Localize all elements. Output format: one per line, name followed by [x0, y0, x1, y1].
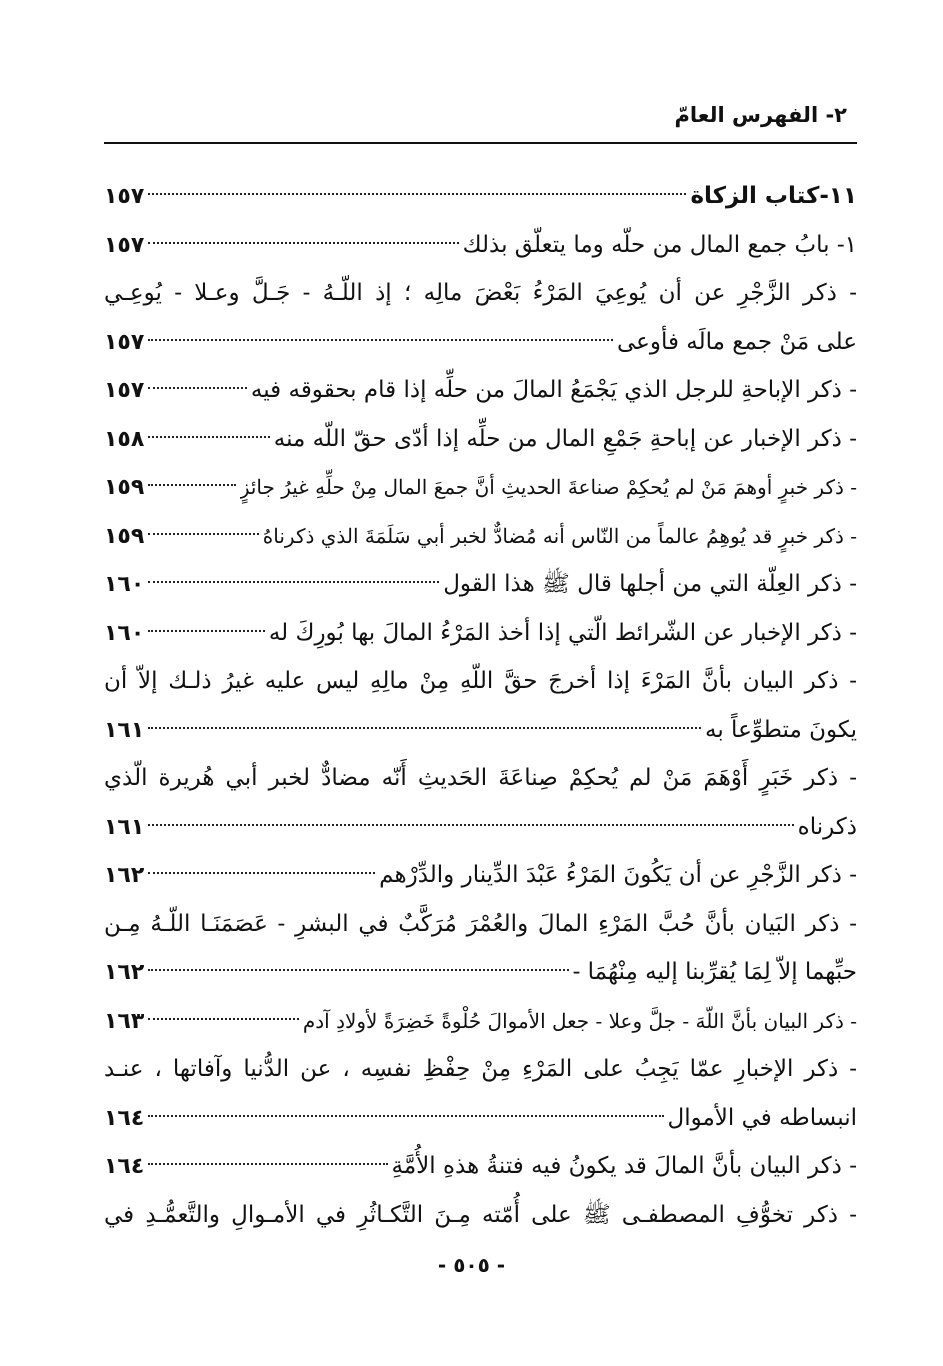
- entry-page-number: ١٦٤: [104, 1154, 145, 1179]
- entry-text: - ذكر البيان بأنَّ المالَ قد يكونُ فيه فتنةُ هذهِ الأُمَّةِ: [391, 1153, 857, 1179]
- toc-entry: [104, 948, 857, 997]
- entry-text: - ذكر الزَّجْرِ عن أن يُوعِيَ المَرْءُ بَعْضَ مالِه ؛ إذ اللّـهُ - جَـلَّ وعـلا - يُوعِـي: [104, 280, 857, 306]
- entry-page-number: ١٦١: [104, 717, 145, 743]
- entry-text: - ذكر الإخبارِ عمّا يَجِبُ على المَرْءِ مِنْ حِفْظِ نفسِه ، عن الدُّنيا وآفاتها ، عنـد: [104, 1056, 857, 1082]
- dot-leader: [148, 581, 439, 583]
- entry-text: - ذكر الزَّجْرِ عن أن يَكُونَ المَرْءُ عَبْدَ الدِّينار والدِّرْهم: [379, 862, 857, 888]
- dot-leader: [148, 1018, 299, 1020]
- entry-page-number: ١٥٧: [104, 329, 145, 355]
- entry-text: انبساطه في الأموال: [667, 1104, 857, 1131]
- toc-entry: [104, 318, 857, 367]
- toc-entry: [104, 657, 857, 706]
- entry-text: - ذكر الإخبار عن إباحةِ جَمْعِ المال من حلِّه إذا أدّى حقّ اللّه منه: [273, 425, 857, 452]
- entry-text: - ذكر البيان بأنَّ اللّهَ - جلَّ وعلا - جعل الأموالَ حُلْوةً خَضِرَةً لأولادِ آدم: [302, 1008, 857, 1033]
- entry-text: - ذكر الإباحةِ للرجل الذي يَجْمَعُ المالَ من حلِّه إذا قام بحقوقه فيه: [250, 377, 857, 403]
- toc-entry: [104, 754, 857, 803]
- dot-leader: [148, 1163, 387, 1165]
- entry-text: يكونَ متطوِّعاً به: [705, 716, 857, 743]
- toc-entry: [104, 1191, 857, 1240]
- entry-page-number: ١٦٢: [104, 960, 145, 985]
- entry-page-number: ١٥٧: [104, 184, 145, 209]
- entry-page-number: ١٦٠: [104, 572, 145, 597]
- toc-entry: [104, 1142, 857, 1191]
- entry-text: - ذكر تخوُّفِ المصطفـى ﷺ على أُمّته مِـنَ التَّكـاثُرِ في الأمـوالِ والتَّعمُّـدِ في: [104, 1201, 857, 1228]
- entry-text: - ذكر الإخبار عن الشّرائط الّتي إذا أخذ المَرْءُ المالَ بها بُورِكَ له: [268, 619, 857, 646]
- page-number: - ٥٠٥ -: [437, 1253, 506, 1277]
- entry-text: - ذكر البيان بأنَّ المَرْءَ إذا أخرجَ حقَّ اللّهِ مِنْ مالِهِ ليس عليه غيرُ ذلـك إلاّ أن: [104, 668, 857, 694]
- toc-entry: [104, 609, 857, 658]
- entry-page-number: ١٥٩: [104, 523, 145, 549]
- entry-page-number: ١٦٣: [104, 1008, 145, 1034]
- toc-entry: [104, 851, 857, 900]
- entry-text: على مَنْ جمع مالَه فأوعى: [616, 328, 857, 355]
- entry-page-number: ١٦٠: [104, 620, 145, 646]
- entry-text: - ذكر البَيان بأنَّ حُبَّ المَرْءِ المالَ والعُمْرَ مُرَكَّبٌ في البشرِ - عَصَمَنَـا اللّـهُ مِـن: [104, 910, 857, 937]
- entry-text: - ذكر خَبَرٍ أَوْهَمَ مَنْ لم يُحكِمْ صِناعَةَ الحَديثِ أَنّه مضادٌّ لخبر أبي هُريرة الّذي: [104, 765, 857, 791]
- entry-text: ذكرناه: [797, 813, 857, 840]
- toc-entry: [104, 803, 857, 852]
- entry-text: ١- بابُ جمع المال من حلّه وما يتعلّق بذلك: [462, 231, 857, 258]
- entry-text: حبِّهما إلاّ لِمَا يُقرِّبنا إليه مِنْهُمَا -: [572, 959, 857, 985]
- dot-leader: [148, 436, 269, 438]
- dot-leader: [148, 727, 701, 729]
- dot-leader: [148, 1115, 663, 1117]
- dot-leader: [148, 242, 458, 244]
- dot-leader: [148, 193, 686, 195]
- dot-leader: [148, 484, 236, 486]
- dot-leader: [148, 872, 375, 874]
- toc-entry: [104, 221, 857, 270]
- dot-leader: [148, 339, 613, 341]
- toc-entry: [104, 706, 857, 755]
- toc-entry: [104, 366, 857, 415]
- entry-page-number: ١٥٧: [104, 232, 145, 258]
- entry-page-number: ١٦٢: [104, 863, 145, 888]
- toc-entry: [104, 900, 857, 949]
- toc-entry: [104, 463, 857, 512]
- dot-leader: [148, 533, 258, 535]
- toc-entry: [104, 269, 857, 318]
- dot-leader: [148, 387, 247, 389]
- entry-text: - ذكر خبرٍ أوهمَ مَنْ لم يُحكِمْ صناعةَ الحديثِ أنَّ جمعَ المال مِنْ حلِّهِ غيرُ جائزٍ: [239, 475, 857, 499]
- toc-entry: [104, 997, 857, 1046]
- dot-leader: [148, 824, 793, 826]
- entry-page-number: ١٥٧: [104, 378, 145, 403]
- toc-entry: [104, 415, 857, 464]
- toc-entry: [104, 560, 857, 609]
- dot-leader: [148, 630, 265, 632]
- entry-page-number: ١٦١: [104, 814, 145, 840]
- running-head: ٢- الفهرس العامّ: [674, 103, 847, 127]
- header-rule: [104, 142, 857, 144]
- toc-entry: [104, 1045, 857, 1094]
- toc-entry: [104, 1094, 857, 1143]
- entry-page-number: ١٦٤: [104, 1105, 145, 1131]
- entry-text: - ذكر العِلّة التي من أجلها قال ﷺ هذا القول: [443, 571, 857, 597]
- entry-page-number: ١٥٨: [104, 426, 145, 452]
- entry-text: - ذكر خبرٍ قد يُوهِمُ عالماً من النّاس أنه مُضادٌّ لخبر أبي سَلَمَةَ الذي ذكرناهُ: [262, 523, 857, 548]
- toc-entry: [104, 172, 857, 221]
- table-of-contents: [104, 172, 857, 1239]
- entry-page-number: ١٥٩: [104, 475, 145, 500]
- toc-entry: [104, 512, 857, 561]
- dot-leader: [148, 969, 568, 971]
- chapter-title: ١١-كتاب الزكاة: [690, 183, 857, 209]
